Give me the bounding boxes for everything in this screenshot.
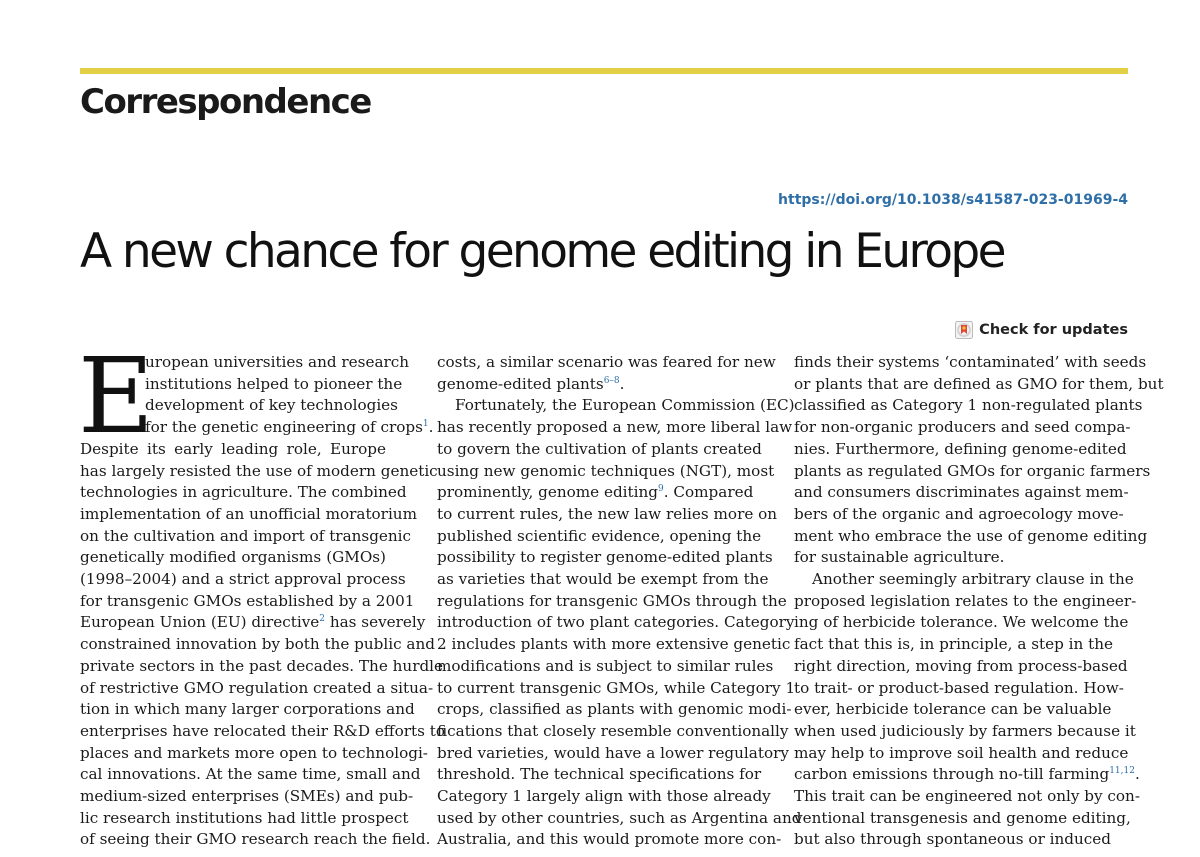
- text-line: when used judiciously by farmers because it: [794, 721, 1136, 740]
- text-line: of seeing their GMO research reach the field.: [80, 830, 431, 849]
- text-line: crops, classified as plants with genomic modi-: [437, 700, 792, 719]
- text-line: for the genetic engineering of crops$^1$.: [145, 418, 434, 437]
- text-line: technologies in agriculture. The combined: [80, 483, 407, 502]
- text-line: European Union (EU) directive$^2$ has severely: [80, 613, 426, 632]
- text-line: on the cultivation and import of transgenic: [80, 526, 412, 545]
- text-line: proposed legislation relates to the engineer-: [794, 591, 1137, 610]
- citation-ref[interactable]: 1: [422, 419, 429, 430]
- text-line: ever, herbicide tolerance can be valuable: [794, 700, 1112, 719]
- citation-ref[interactable]: 11,12: [1109, 766, 1135, 777]
- text-line: introduction of two plant categories. Category: [437, 613, 795, 632]
- text-line: bred varieties, would have a lower regulatory: [437, 743, 789, 762]
- citation-ref[interactable]: 9: [658, 484, 664, 495]
- text-line: constrained innovation by both the public and: [80, 635, 435, 654]
- text-line: Category 1 largely align with those already: [437, 787, 771, 806]
- section-label: Correspondence: [80, 82, 371, 122]
- citation-ref[interactable]: 2: [319, 614, 325, 625]
- text-line: 2 includes plants with more extensive genetic: [437, 635, 791, 654]
- text-line: medium-sized enterprises (SMEs) and pub-: [80, 787, 414, 806]
- text-line: tion in which many larger corporations and: [80, 700, 415, 719]
- text-line: for non-organic producers and seed compa-: [794, 418, 1131, 437]
- doi-link[interactable]: https://doi.org/10.1038/s41587-023-01969-4: [778, 192, 1128, 208]
- text-line: Australia, and this would promote more con-: [437, 830, 782, 849]
- text-line: (1998–2004) and a strict approval process: [80, 570, 406, 589]
- text-line: to current transgenic GMOs, while Category 1: [437, 678, 796, 697]
- text-line: ing of herbicide tolerance. We welcome the: [794, 613, 1129, 632]
- text-line: to trait- or product-based regulation. How-: [794, 678, 1124, 697]
- text-line: as varieties that would be exempt from the: [437, 570, 769, 589]
- text-line: This trait can be engineered not only by con-: [794, 787, 1140, 806]
- text-line: places and markets more open to technologi-: [80, 743, 428, 762]
- header-accent-rule: [80, 68, 1128, 74]
- text-line: lic research institutions had little prospect: [80, 808, 409, 827]
- text-line: and consumers discriminates against mem-: [794, 483, 1129, 502]
- text-line: bers of the organic and agroecology move-: [794, 504, 1124, 523]
- text-line: plants as regulated GMOs for organic farmers: [794, 461, 1151, 480]
- body-column-3: [794, 352, 1164, 851]
- text-line: Despite its early leading role, Europe: [80, 439, 386, 458]
- text-line: used by other countries, such as Argentina and: [437, 808, 802, 827]
- text-line: has recently proposed a new, more liberal law: [437, 418, 793, 437]
- text-line: ventional transgenesis and genome editing,: [794, 808, 1131, 827]
- text-line: right direction, moving from process-based: [794, 656, 1128, 675]
- text-line: published scientific evidence, opening the: [437, 526, 762, 545]
- text-line: genome-edited plants$^{6-8}$.: [437, 374, 625, 393]
- text-line: finds their systems ‘contaminated’ with seeds: [794, 353, 1147, 371]
- text-line: ment who embrace the use of genome editing: [794, 526, 1148, 545]
- citation-ref[interactable]: 6–8: [603, 375, 620, 386]
- paragraph: [794, 352, 1164, 569]
- text-line: regulations for transgenic GMOs through the: [437, 591, 787, 610]
- text-line: Another seemingly arbitrary clause in the: [812, 570, 1134, 589]
- paragraph: [437, 395, 802, 851]
- text-line: to govern the cultivation of plants created: [437, 439, 762, 458]
- text-line: but also through spontaneous or induced: [794, 830, 1112, 849]
- text-line: private sectors in the past decades. The hurdle: [80, 656, 444, 675]
- text-line: for transgenic GMOs established by a 2001: [80, 591, 415, 610]
- text-line: uropean universities and research: [145, 353, 410, 371]
- check-updates-label: Check for updates: [979, 322, 1128, 338]
- text-line: institutions helped to pioneer the: [145, 374, 403, 393]
- text-line: may help to improve soil health and reduce: [794, 743, 1129, 762]
- drop-cap: E: [78, 335, 154, 457]
- text-line: threshold. The technical specifications for: [437, 765, 762, 784]
- text-line: to current rules, the new law relies more on: [437, 504, 778, 523]
- text-line: modifications and is subject to similar rules: [437, 656, 774, 675]
- body-column-2: [437, 352, 802, 851]
- text-line: costs, a similar scenario was feared for new: [437, 353, 776, 371]
- text-line: classified as Category 1 non-regulated plants: [794, 396, 1143, 415]
- body-column-1: [78, 335, 445, 851]
- text-line: of restrictive GMO regulation created a situa-: [80, 678, 434, 697]
- paragraph: [794, 569, 1140, 851]
- text-line: for sustainable agriculture.: [794, 548, 1005, 567]
- text-line: nies. Furthermore, defining genome-edited: [794, 439, 1127, 458]
- article-title: A new chance for genome editing in Europe: [80, 224, 1004, 279]
- check-for-updates-button[interactable]: [955, 321, 1128, 339]
- text-line: prominently, genome editing$^9$. Compared: [437, 483, 754, 502]
- text-line: carbon emissions through no-till farming$^{11,12}$.: [794, 765, 1140, 784]
- text-line: genetically modified organisms (GMOs): [80, 548, 386, 567]
- text-line: possibility to register genome-edited plants: [437, 548, 773, 567]
- text-line: or plants that are defined as GMO for them, but: [794, 374, 1164, 393]
- text-line: fact that this is, in principle, a step in the: [794, 635, 1113, 654]
- text-line: implementation of an unofficial moratorium: [80, 504, 417, 523]
- text-line: using new genomic techniques (NGT), most: [437, 461, 775, 480]
- paragraph: [437, 352, 776, 395]
- check-updates-icon: [955, 321, 973, 339]
- text-line: fications that closely resemble conventionally: [437, 721, 789, 740]
- text-line: Fortunately, the European Commission (EC): [455, 396, 795, 415]
- text-line: development of key technologies: [145, 396, 398, 415]
- text-line: has largely resisted the use of modern genetic: [80, 461, 438, 480]
- text-line: enterprises have relocated their R&D efforts to: [80, 721, 445, 740]
- text-line: cal innovations. At the same time, small and: [80, 765, 421, 784]
